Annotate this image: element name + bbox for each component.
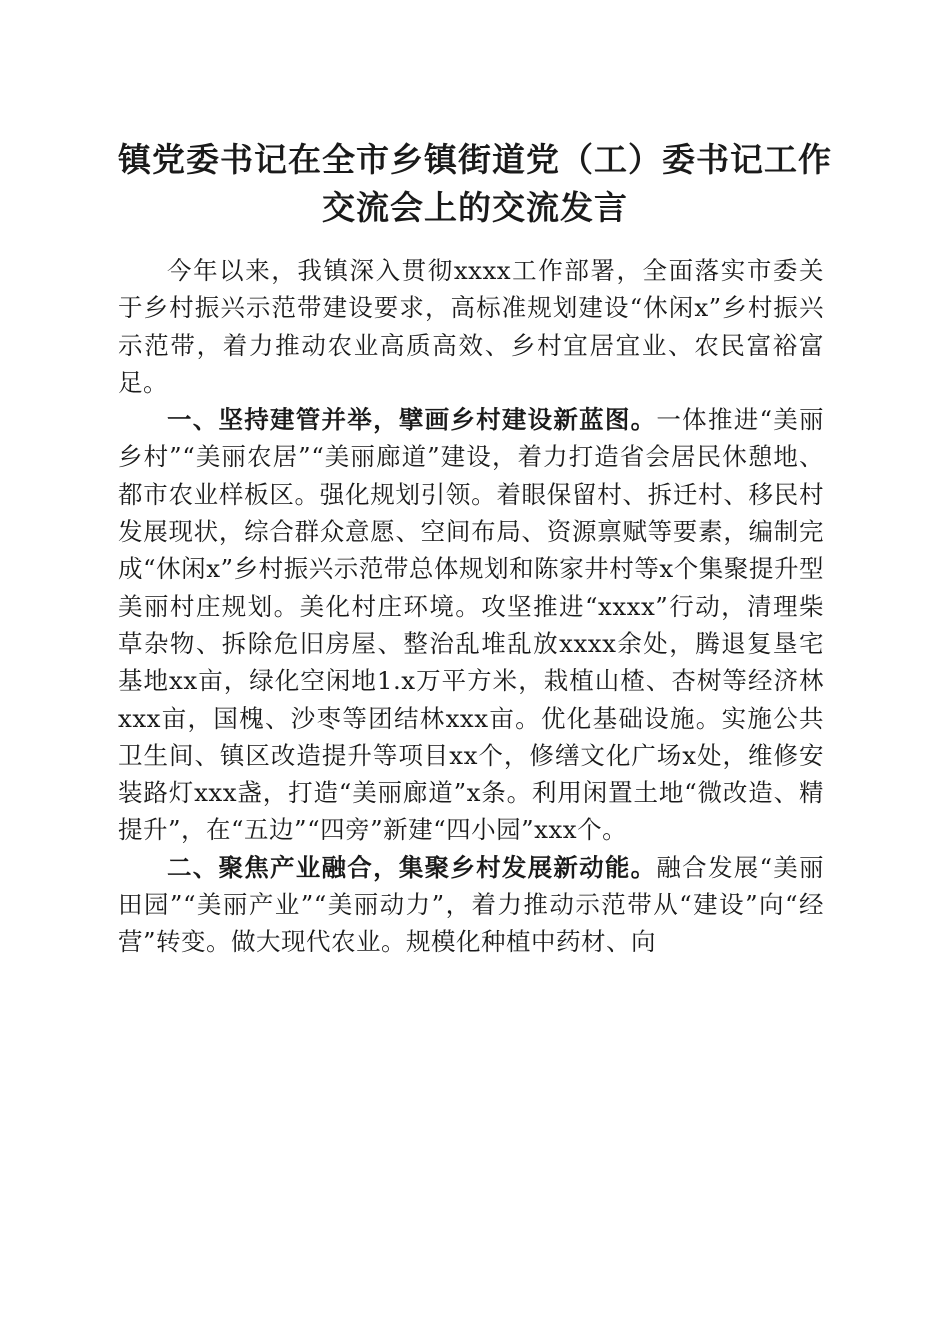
intro-paragraph <box>118 252 824 401</box>
section-one-heading: 一、坚持建管并举，擘画乡村建设新蓝图。 <box>167 405 657 435</box>
section-one-text: 一体推进“美丽乡村”“美丽农居”“美丽廊道”建设，着力打造省会居民休憩地、都市农业样板区。强化规划引领。着眼保留村、拆迁村、移民村发展现状，综合群众意愿、空间布局、资源禀赋等要素，编制完成“休闲x”乡村振兴示范带总体规划和陈家井村等x个集聚提升型美丽村庄规划。美化村庄环境。攻坚推进“xxxx”行动，清理柴草杂物、拆除危旧房屋、整治乱堆乱放xxxx余处，腾退复垦宅基地xx亩，绿化空闲地1.x万平方米，栽植山楂、杏树等经济林xxx亩，国槐、沙枣等团结林xxx亩。优化基础设施。实施公共卫生间、镇区改造提升等项目xx个，修缮文化广场x处，维修安装路灯xxx盏，打造“美丽廊道”x条。利用闲置土地“微改造、精提升”，在“五边”“四旁”新建“四小园”xxx个。 <box>118 405 824 845</box>
section-two-paragraph <box>118 849 824 961</box>
intro-paragraph-text: 今年以来，我镇深入贯彻xxxx工作部署，全面落实市委关于乡村振兴示范带建设要求，高标准规划建设“休闲x”乡村振兴示范带，着力推动农业高质高效、乡村宜居宜业、农民富裕富足。 <box>118 256 824 397</box>
document-title: 镇党委书记在全市乡镇街道党（工）委书记工作交流会上的交流发言 <box>118 140 832 227</box>
section-two-heading: 二、聚焦产业融合，集聚乡村发展新动能。 <box>167 852 657 882</box>
section-two-text: 融合发展“美丽田园”“美丽产业”“美丽动力”，着力推动示范带从“建设”向“经营”转变。做大现代农业。规模化种植中药材、向 <box>118 852 824 957</box>
document-body <box>118 252 824 961</box>
section-one-paragraph <box>118 401 824 849</box>
